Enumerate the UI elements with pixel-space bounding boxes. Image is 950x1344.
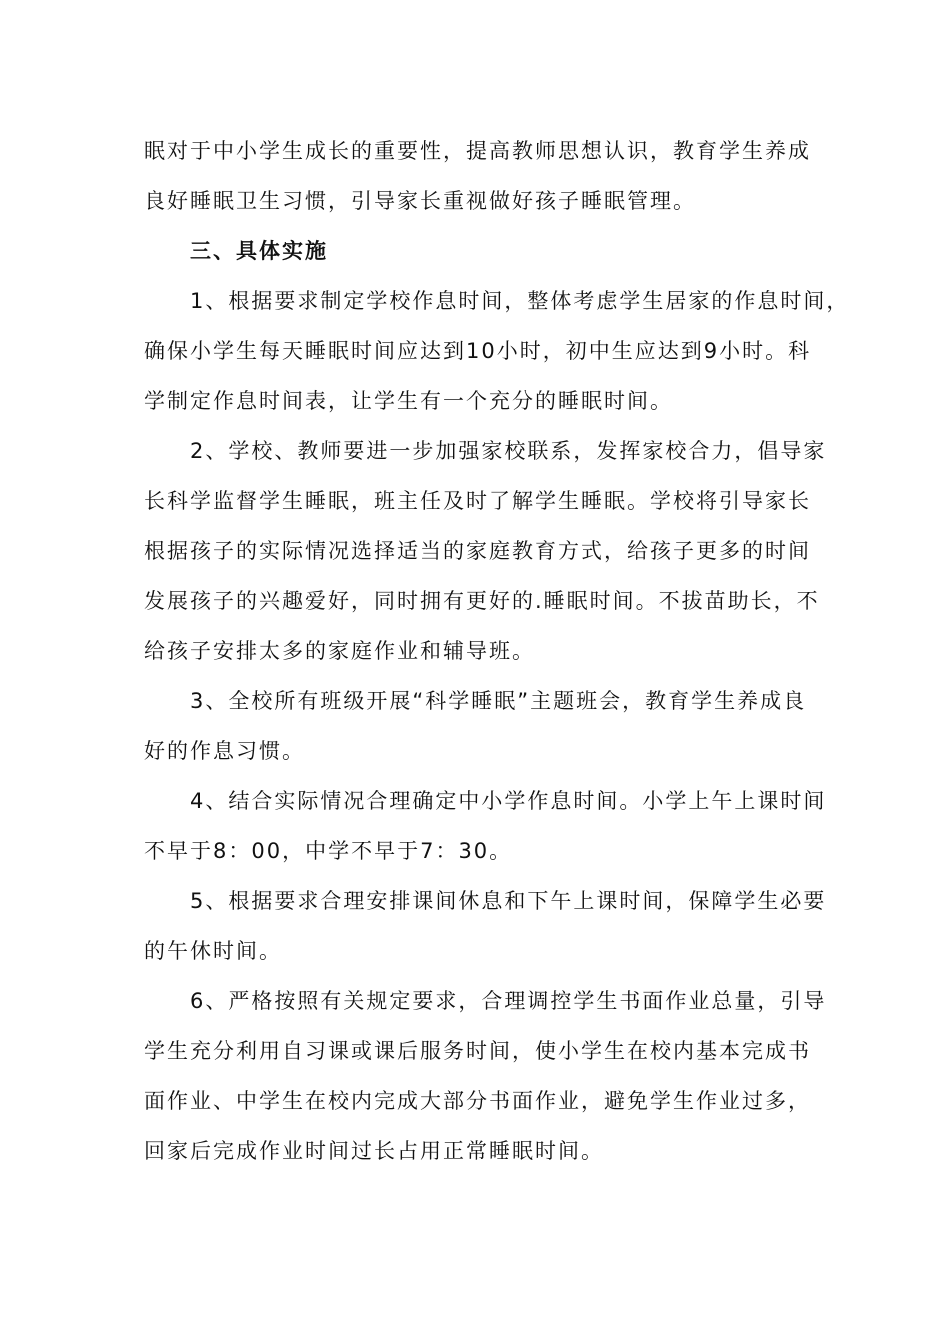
paragraph-line: 长科学监督学生睡眠，班主任及时了解学生睡眠。学校将引导家长: [144, 489, 811, 513]
paragraph-line: 良好睡眠卫生习惯，引导家长重视做好孩子睡眠管理。: [144, 189, 696, 213]
paragraph-line: 2、学校、教师要进一步加强家校联系，发挥家校合力，倡导家: [190, 439, 827, 463]
paragraph-line: 回家后完成作业时间过长占用正常睡眠时间。: [144, 1139, 604, 1163]
paragraph-line: 眠对于中小学生成长的重要性，提高教师思想认识，教育学生养成: [144, 139, 811, 163]
paragraph-line: 学生充分利用自习课或课后服务时间，使小学生在校内基本完成书: [144, 1039, 811, 1063]
paragraph-line: 1、根据要求制定学校作息时间，整体考虑学生居家的作息时间，: [190, 289, 850, 313]
paragraph-line: 3、全校所有班级开展“科学睡眠”主题班会，教育学生养成良: [190, 689, 807, 713]
paragraph-line: 4、结合实际情况合理确定中小学作息时间。小学上午上课时间: [190, 789, 827, 813]
paragraph-line: 给孩子安排太多的家庭作业和辅导班。: [144, 639, 535, 663]
paragraph-line: 面作业、中学生在校内完成大部分书面作业，避免学生作业过多，: [144, 1089, 811, 1113]
section-heading: 三、具体实施: [190, 239, 328, 263]
paragraph-line: 学制定作息时间表，让学生有一个充分的睡眠时间。: [144, 389, 673, 413]
paragraph-line: 好的作息习惯。: [144, 739, 305, 763]
paragraph-line: 发展孩子的兴趣爱好，同时拥有更好的.睡眠时间。不拔苗助长，不: [144, 589, 820, 613]
paragraph-line: 不早于8：00，中学不早于7：30。: [144, 839, 513, 863]
paragraph-line: 确保小学生每天睡眠时间应达到10小时，初中生应达到9小时。科: [144, 339, 812, 363]
paragraph-line: 5、根据要求合理安排课间休息和下午上课时间，保障学生必要: [190, 889, 827, 913]
paragraph-line: 6、严格按照有关规定要求，合理调控学生书面作业总量，引导: [190, 989, 827, 1013]
paragraph-line: 的午休时间。: [144, 939, 282, 963]
paragraph-line: 根据孩子的实际情况选择适当的家庭教育方式，给孩子更多的时间: [144, 539, 811, 563]
